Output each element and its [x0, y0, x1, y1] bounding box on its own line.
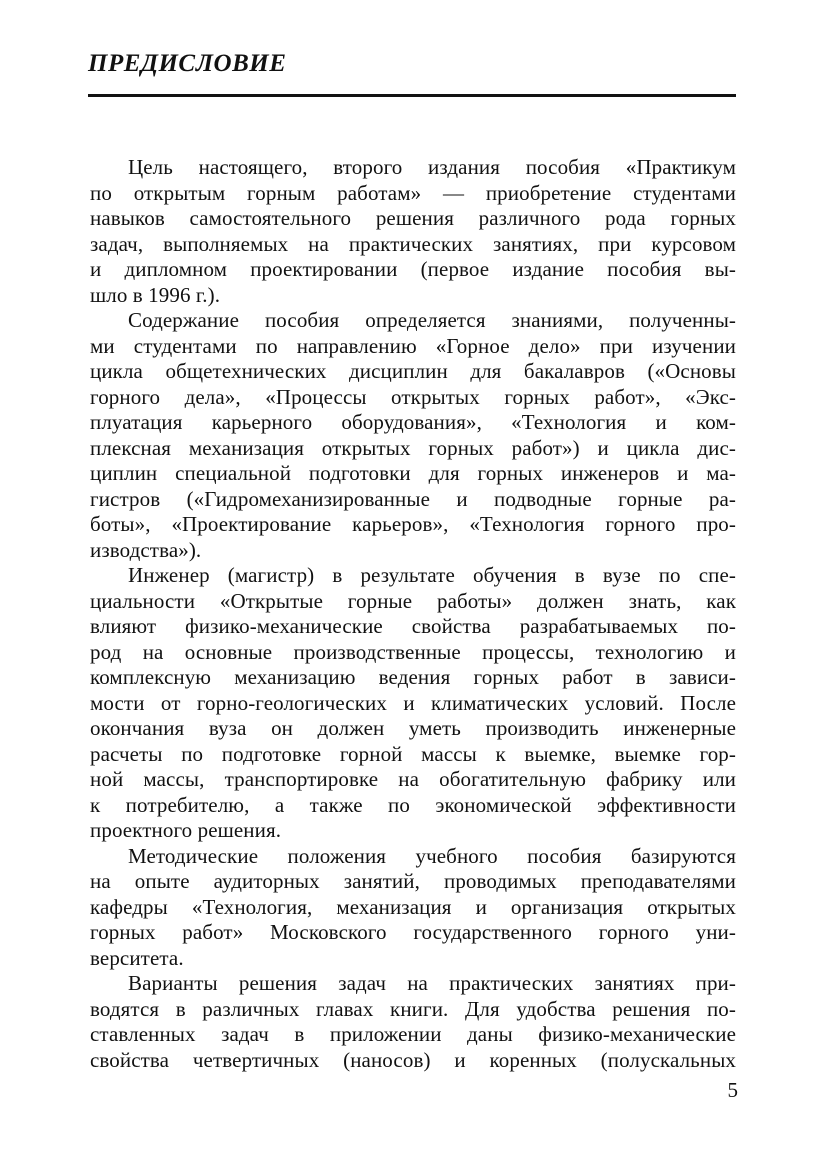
text-line: плуатация карьерного оборудования», «Технология и ком-: [90, 410, 736, 434]
page-number: 5: [727, 1078, 738, 1102]
paragraph: [90, 971, 736, 1073]
text-line: по открытым горным работам» — приобретение студентами: [90, 180, 736, 205]
text-line: шло в 1996 г.).: [90, 282, 221, 307]
text-line: Содержание пособия определяется знаниями, полученны-: [128, 308, 736, 332]
paragraph: [90, 155, 736, 308]
text-line: водятся в различных главах книги. Для удобства решения по-: [90, 996, 736, 1021]
paragraph: [90, 308, 736, 563]
paragraph: [90, 844, 736, 972]
text-line: изводства»).: [90, 537, 202, 562]
text-line: род на основные производственные процессы, технологию и: [90, 639, 736, 664]
text-line: циальности «Открытые горные работы» должен знать, как: [90, 588, 736, 613]
text-line: горного дела», «Процессы открытых горных работ», «Экс-: [90, 384, 736, 409]
page-body: [90, 155, 736, 1073]
text-line: цикла общетехнических дисциплин для бакалавров («Основы: [90, 359, 736, 383]
text-line: окончания вуза он должен уметь производить инженерные: [90, 716, 736, 740]
page-header: [88, 48, 736, 80]
text-line: Методические положения учебного пособия базируются: [128, 843, 736, 868]
title-rule: [88, 94, 736, 97]
text-line: и дипломном проектировании (первое издание пособия вы-: [90, 257, 736, 281]
text-line: кафедры «Технология, механизация и организация открытых: [90, 894, 736, 919]
text-line: плексная механизация открытых горных работ») и цикла дис-: [90, 435, 736, 460]
text-line: комплексную механизацию ведения горных работ в зависи-: [90, 665, 736, 689]
text-line: ми студентами по направлению «Горное дело» при изучении: [90, 333, 736, 358]
text-line: расчеты по подготовке горной массы к выемке, выемке гор-: [90, 741, 736, 766]
text-line: влияют физико-механические свойства разрабатываемых по-: [90, 614, 736, 638]
text-line: на опыте аудиторных занятий, проводимых преподавателями: [90, 869, 736, 893]
text-line: задач, выполняемых на практических занятиях, при курсовом: [90, 231, 736, 256]
text-line: горных работ» Московского государственного горного уни-: [90, 920, 736, 944]
text-line: боты», «Проектирование карьеров», «Технология горного про-: [90, 512, 736, 536]
text-line: свойства четвертичных (наносов) и коренных (полускальных: [90, 1047, 736, 1072]
paragraph: [90, 563, 736, 844]
text-line: навыков самостоятельного решения различного рода горных: [90, 206, 736, 230]
text-line: ной массы, транспортировке на обогатительную фабрику или: [90, 767, 736, 791]
section-title: ПРЕДИСЛОВИЕ: [88, 50, 287, 77]
text-line: гистров («Гидромеханизированные и подводные горные ра-: [90, 486, 736, 511]
text-line: верситета.: [90, 945, 184, 970]
text-line: к потребителю, а также по экономической эффективности: [90, 792, 736, 817]
text-line: мости от горно-геологических и климатических условий. После: [90, 690, 736, 715]
text-line: Варианты решения задач на практических занятиях при-: [128, 971, 736, 995]
text-line: Цель настоящего, второго издания пособия «Практикум: [128, 155, 736, 179]
text-line: проектного решения.: [90, 818, 282, 842]
text-line: Инженер (магистр) в результате обучения в вузе по спе-: [128, 563, 736, 587]
text-line: циплин специальной подготовки для горных инженеров и ма-: [90, 461, 736, 485]
text-line: ставленных задач в приложении даны физико-механические: [90, 1022, 736, 1046]
